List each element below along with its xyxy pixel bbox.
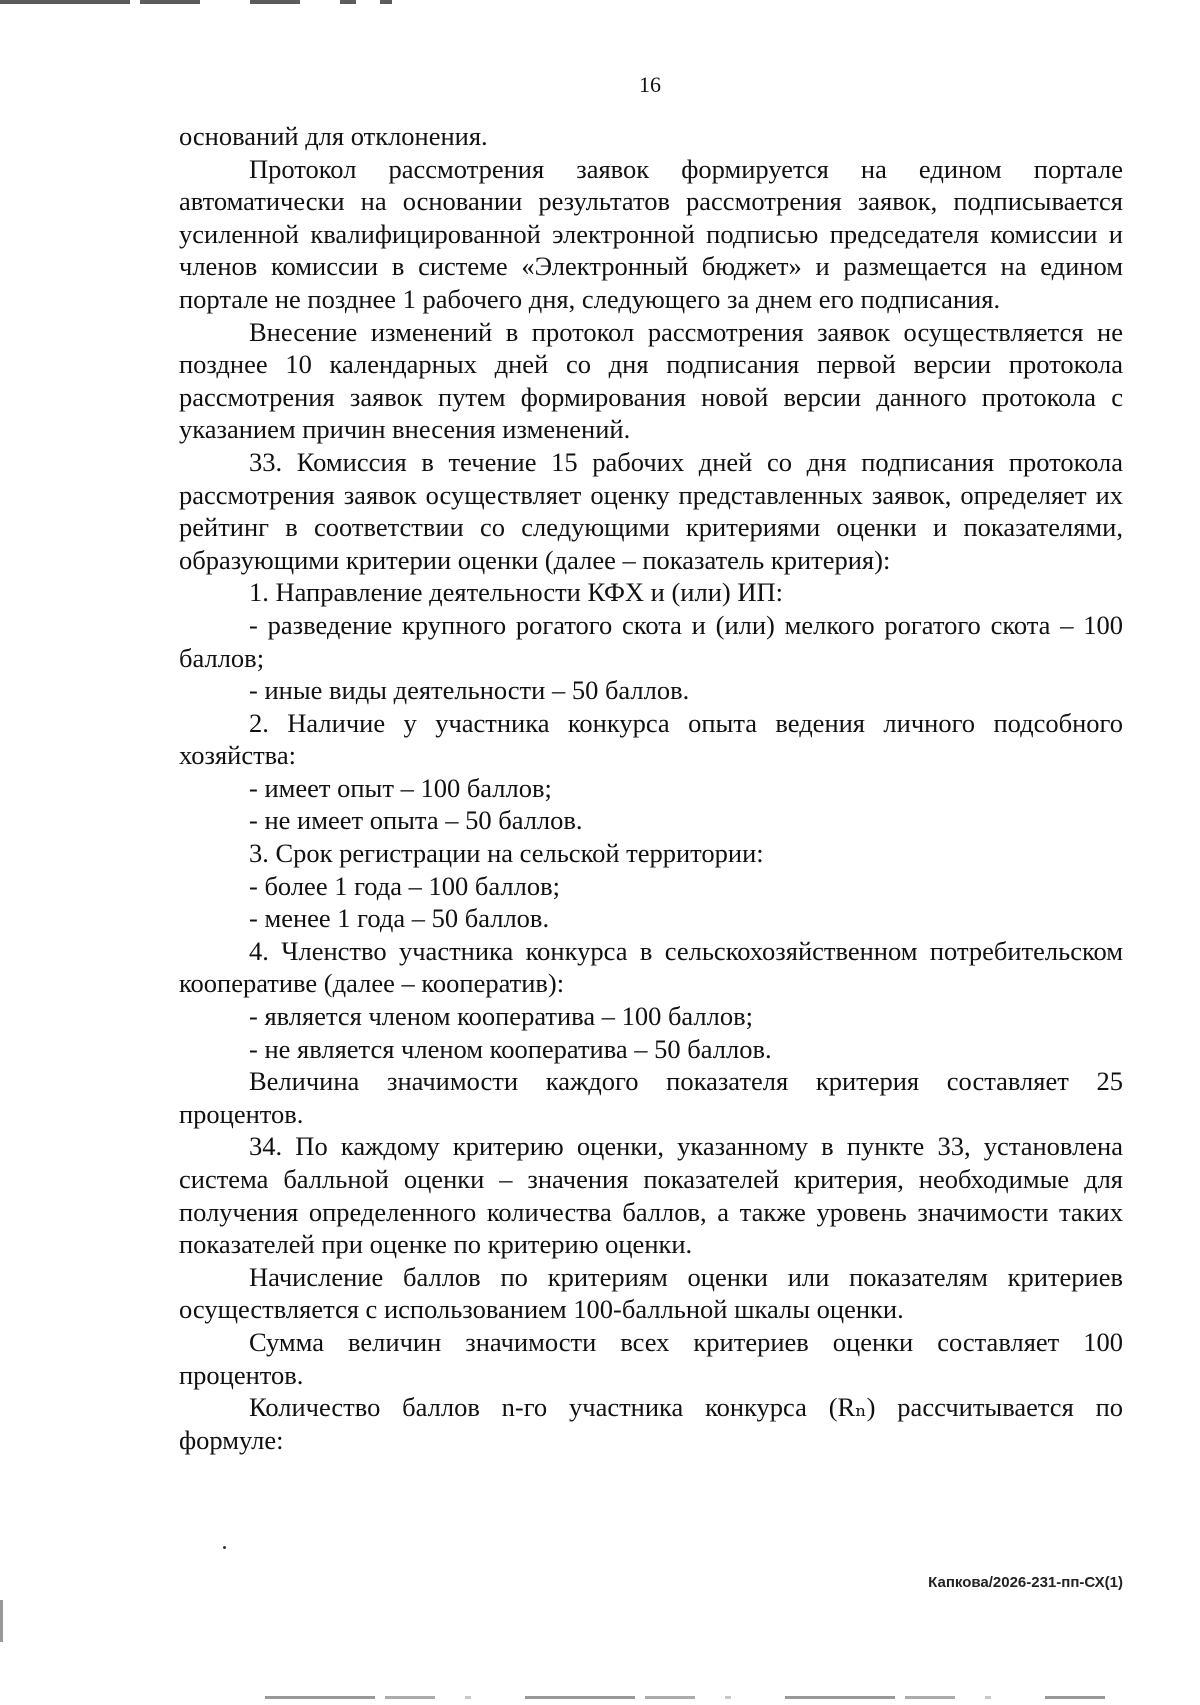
paragraph: Величина значимости каждого показателя критерия составляет 25 процентов. — [179, 1066, 1123, 1129]
page-number: 16 — [639, 72, 661, 97]
paragraph: Внесение изменений в протокол рассмотрения заявок осуществляется не позднее 10 календарных дней со дня подписания первой версии протокола рассмотрения заявок путем формирования новой версии данного протокола с указанием причин внесения изменений. — [179, 316, 1123, 445]
criterion-item: - не является членом кооператива – 50 баллов. — [249, 1033, 772, 1064]
scan-artifact-bottom — [265, 1696, 1105, 1699]
paragraph: 33. Комиссия в течение 15 рабочих дней со дня подписания протокола рассмотрения заявок осуществляет оценку представленных заявок, определяет их рейтинг в соответствии со следующими критериями оценки и показателями, образующими критерии оценки (далее – показатель критерия): — [179, 446, 1123, 575]
document-registration-code: Капкова/2026-231-пп-СХ(1) — [928, 1574, 1123, 1591]
criterion-heading: 4. Членство участника конкурса в сельскохозяйственном потребительском кооперативе (далее – кооператив): — [179, 935, 1123, 999]
scan-speck — [223, 1546, 226, 1549]
paragraph: Сумма величин значимости всех критериев оценки составляет 100 процентов. — [179, 1326, 1123, 1390]
scan-artifact-top — [0, 0, 400, 4]
criterion-heading: 2. Наличие у участника конкурса опыта ведения личного подсобного хозяйства: — [179, 707, 1123, 771]
paragraph: 34. По каждому критерию оценки, указанному в пункте 33, установлена система балльной оценки – значения показателей критерия, необходимые для получения определенного количества баллов, а также уровень значимости таких показателей при оценке по критерию оценки. — [179, 1131, 1123, 1260]
paragraph: Протокол рассмотрения заявок формируется на едином портале автоматически на основании результатов рассмотрения заявок, подписывается усиленной квалифицированной электронной подписью председателя комиссии и членов комиссии в системе «Электронный бюджет» и размещается на едином портале не позднее 1 рабочего дня, следующего за днем его подписания. — [179, 153, 1123, 314]
criterion-heading: 3. Срок регистрации на сельской территории: — [249, 838, 764, 869]
criterion-item: - имеет опыт – 100 баллов; — [249, 772, 552, 803]
paragraph: оснований для отклонения. — [179, 121, 488, 151]
paragraph: Начисление баллов по критериям оценки или показателям критериев осуществляется с использованием 100-балльной шкалы оценки. — [179, 1261, 1123, 1325]
criterion-item: - не имеет опыта – 50 баллов. — [249, 805, 583, 836]
criterion-item: - более 1 года – 100 баллов; — [249, 870, 560, 901]
criterion-item: - разведение крупного рогатого скота и (или) мелкого рогатого скота – 100 баллов; — [179, 609, 1123, 673]
document-body — [179, 120, 1123, 1456]
criterion-item: - иные виды деятельности – 50 баллов. — [249, 675, 690, 706]
paragraph: Количество баллов n-го участника конкурса (Rₙ) рассчитывается по формуле: — [179, 1392, 1123, 1455]
criterion-item: - является членом кооператива – 100 баллов; — [249, 1001, 754, 1032]
criterion-item: - менее 1 года – 50 баллов. — [249, 903, 550, 934]
scan-artifact-left — [0, 1600, 3, 1642]
criterion-heading: 1. Направление деятельности КФХ и (или) ИП: — [249, 577, 783, 608]
